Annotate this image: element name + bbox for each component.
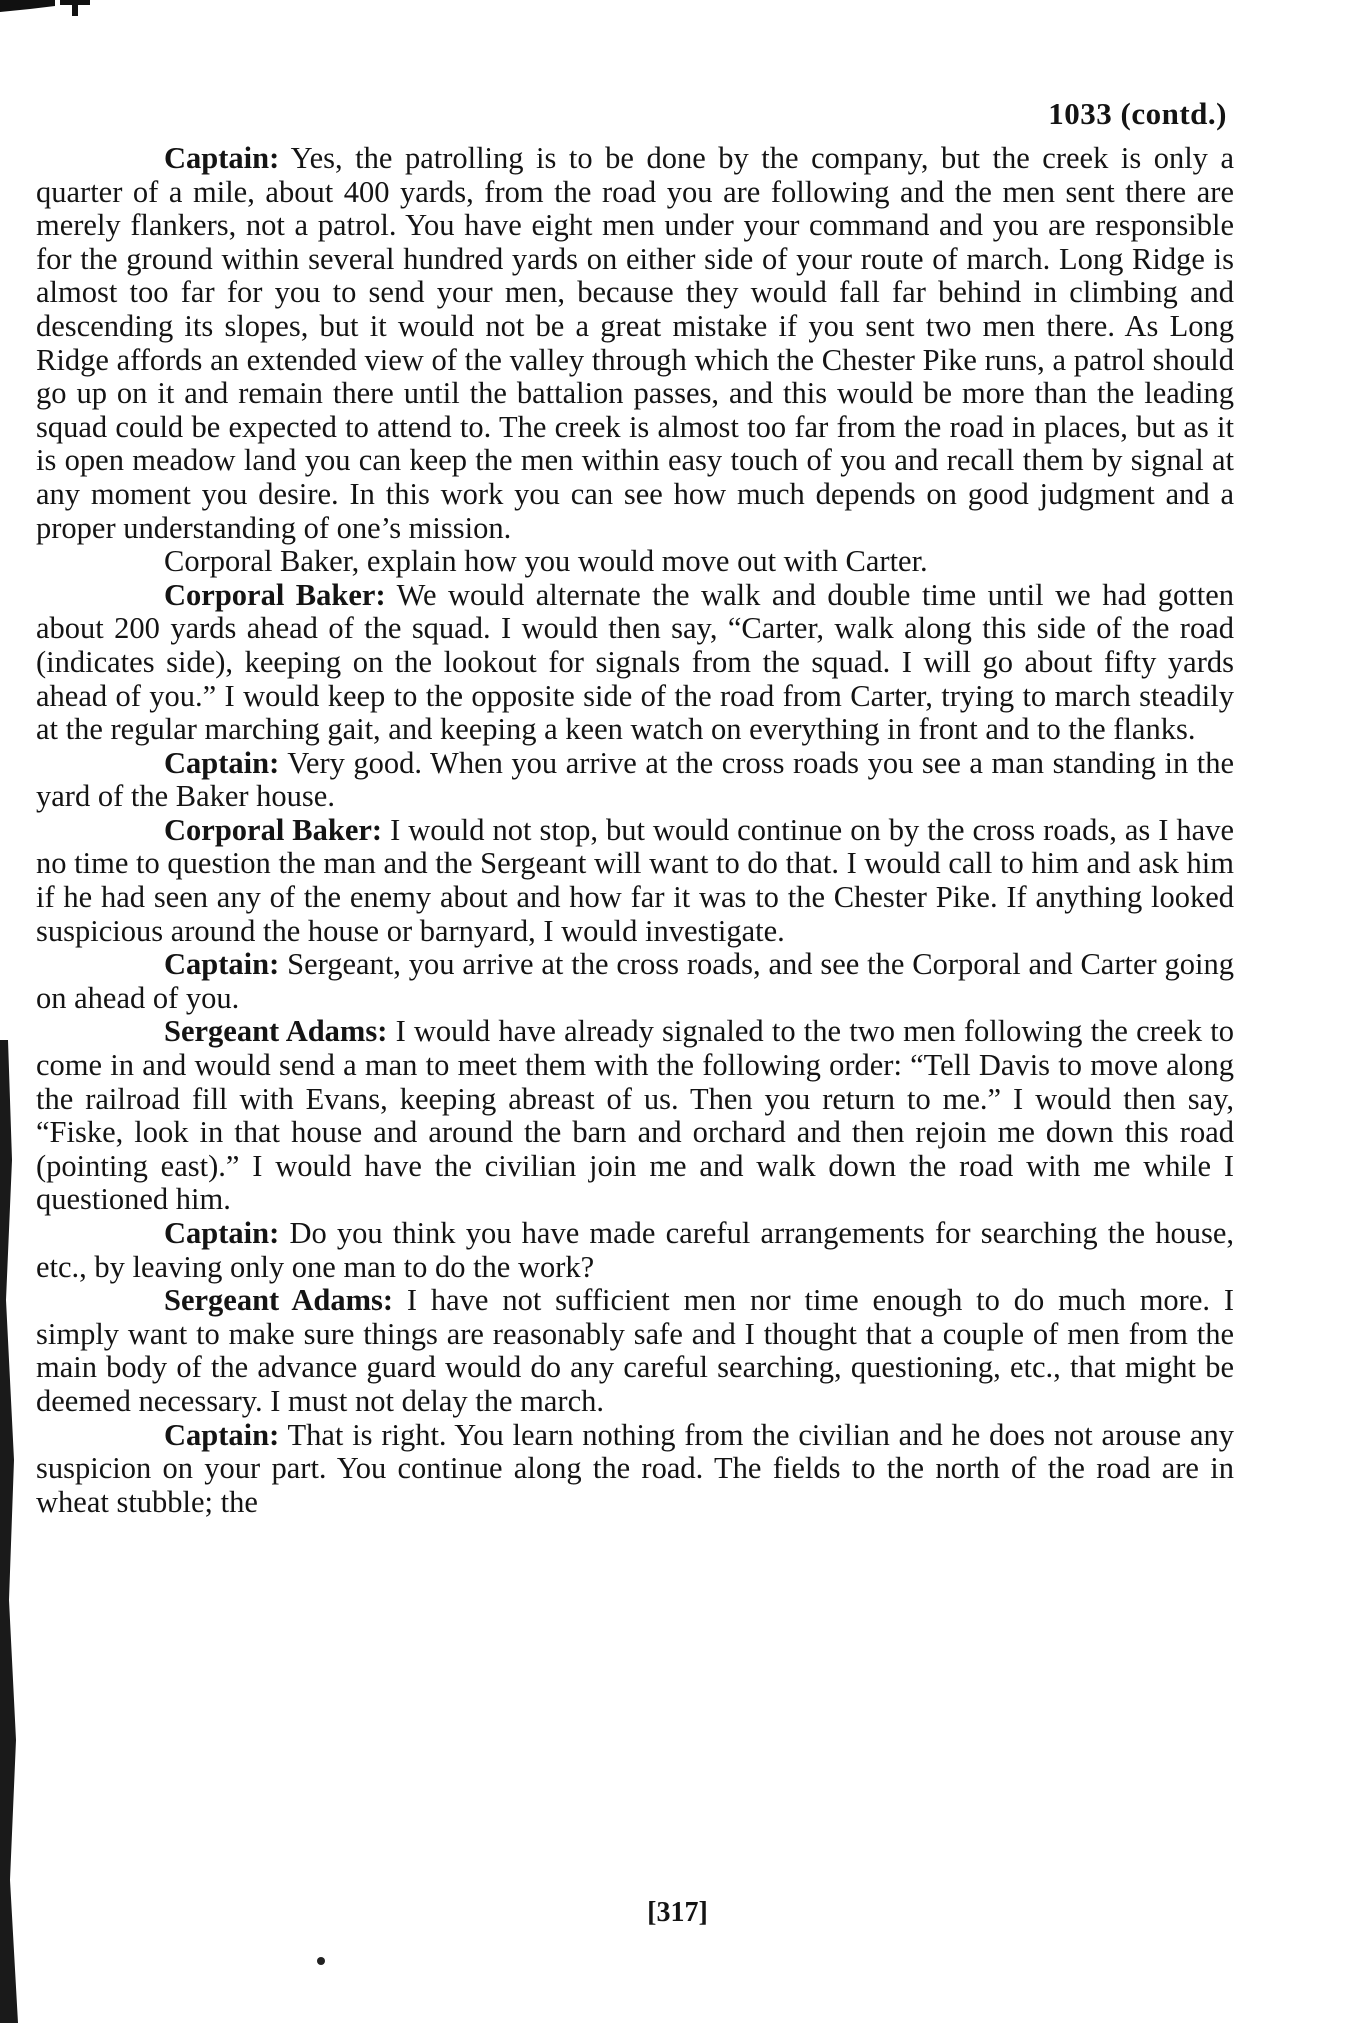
paragraph bbox=[36, 1419, 1234, 1520]
paragraph-text: Yes, the patrolling is to be done by the company, but the creek is only a quarter of a mile, about 400 yards, from the road you are following and the men sent there are merely flankers, not a patrol. You have eight men under your command and you are responsible for the ground within several hundred yards on either side of your route of march. Long Ridge is almost too far for you to send your men, because they would fall far behind in climbing and descending its slopes, but it would not be a great mistake if you sent two men there. As Long Ridge affords an extended view of the valley through which the Chester Pike runs, a patrol should go up on it and remain there until the battalion passes, and this would be more than the leading squad could be expected to attend to. The creek is almost too far from the road in places, but as it is open meadow land you can keep the men within easy touch of you and recall them by signal at any moment you desire. In this work you can see how much depends on good judgment and a proper understanding of one’s mission. bbox=[36, 141, 1234, 545]
scan-corner-mark bbox=[0, 0, 100, 20]
paragraph-text: Do you think you have made careful arrangements for searching the house, etc., by leaving only one man to do the work? bbox=[36, 1216, 1234, 1284]
speaker-label: Sergeant Adams: bbox=[164, 1283, 394, 1318]
paragraph-text: Corporal Baker, explain how you would move out with Carter. bbox=[164, 544, 928, 579]
paragraph bbox=[36, 747, 1234, 814]
paragraph bbox=[36, 1015, 1234, 1217]
paragraph-text: I would have already signaled to the two men following the creek to come in and would send a man to meet them with the following order: “Tell Davis to move along the railroad fill with Evans, keeping abreast of us. Then you return to me.” I would then say, “Fiske, look in that house and around the barn and orchard and then rejoin me down this road (pointing east).” I would have the civilian join me and walk down the road with me while I questioned him. bbox=[36, 1014, 1234, 1217]
paragraph bbox=[36, 142, 1234, 545]
speaker-label: Sergeant Adams: bbox=[164, 1014, 388, 1049]
paragraph-text: That is right. You learn nothing from the civilian and he does not arouse any suspicion on your part. You continue along the road. The fields to the north of the road are in wheat stubble; the bbox=[36, 1417, 1234, 1519]
ink-speck bbox=[317, 1957, 325, 1965]
paragraph-text: Sergeant, you arrive at the cross roads, and see the Corporal and Carter going on ahead of you. bbox=[36, 947, 1235, 1015]
paragraph-text: I have not sufficient men nor time enough to do much more. I simply want to make sure things are reasonably safe and I thought that a couple of men from the main body of the advance guard would do any careful searching, questioning, etc., that might be deemed necessary. I must not delay the march. bbox=[36, 1283, 1235, 1418]
paragraph-text: I would not stop, but would continue on by the cross roads, as I have no time to question the man and the Sergeant will want to do that. I would call to him and ask him if he had seen any of the enemy about and how far it was to the Chester Pike. If anything looked suspicious around the house or barnyard, I would investigate. bbox=[36, 812, 1235, 948]
speaker-label: Corporal Baker: bbox=[164, 577, 386, 612]
speaker-label: Captain: bbox=[164, 1216, 280, 1250]
page-number: [317] bbox=[647, 1897, 708, 1928]
speaker-label: Captain: bbox=[164, 745, 280, 780]
paragraph bbox=[36, 1217, 1234, 1284]
speaker-label: Captain: bbox=[164, 947, 280, 982]
paragraph bbox=[36, 579, 1234, 747]
speaker-label: Captain: bbox=[164, 141, 280, 175]
speaker-label: Captain: bbox=[164, 1417, 280, 1452]
paragraph-text: We would alternate the walk and double time until we had gotten about 200 yards ahead of the squad. I would then say, “Carter, walk along this side of the road (indicates side), keeping on the lookout for signals from the squad. I will go about fifty yards ahead of you.” I would keep to the opposite side of the road from Carter, trying to march steadily at the regular marching gait, and keeping a keen watch on everything in front and to the flanks. bbox=[36, 577, 1235, 747]
paragraph bbox=[36, 948, 1234, 1015]
paragraph bbox=[36, 814, 1234, 948]
paragraph bbox=[36, 545, 1234, 579]
scan-edge-shadow bbox=[0, 1040, 22, 2023]
paragraph-text: Very good. When you arrive at the cross roads you see a man standing in the yard of the Baker house. bbox=[36, 745, 1235, 814]
section-header: 1033 (contd.) bbox=[1048, 96, 1227, 131]
paragraph bbox=[36, 1284, 1234, 1418]
speaker-label: Corporal Baker: bbox=[164, 812, 383, 847]
document-body bbox=[36, 142, 1234, 1519]
